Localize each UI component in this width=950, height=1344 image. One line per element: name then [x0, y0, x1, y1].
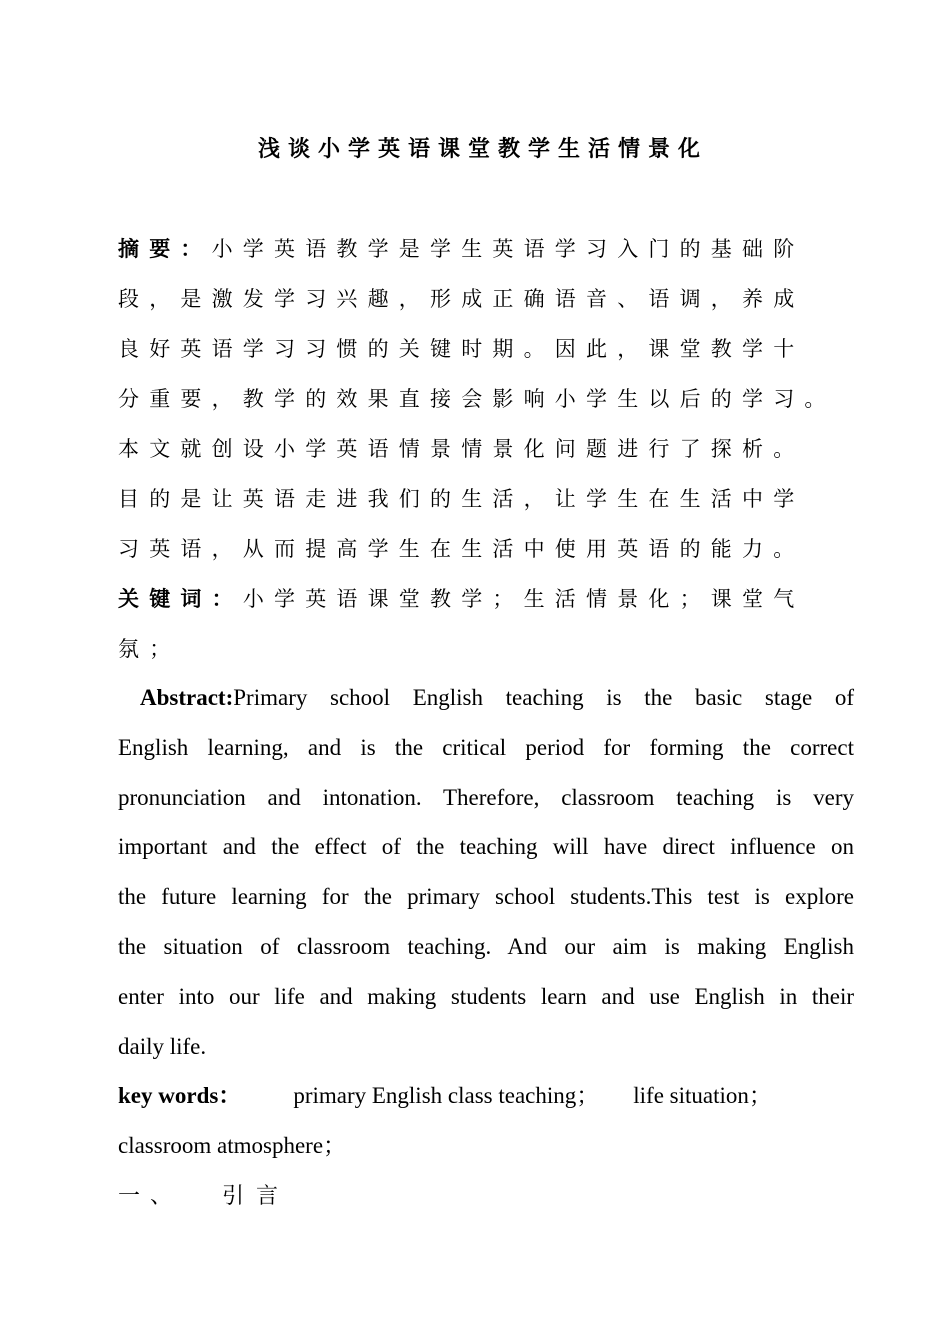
abstract-en-line: English learning, and is the critical period for forming the correct [118, 734, 854, 760]
keywords-cn-line [118, 574, 836, 624]
section-heading [118, 1172, 290, 1222]
abstract-cn-line: 本文就创设小学英语情景情景化问题进行了探析。 [118, 437, 805, 461]
keywords-cn-text: 小学英语课堂教学；生活情景化；课堂气 [242, 587, 805, 611]
abstract-cn [118, 224, 836, 674]
abstract-cn-line: 目的是让英语走进我们的生活，让学生在生活中学 [118, 487, 805, 511]
abstract-cn-line: 良好英语学习习惯的关键时期。因此，课堂教学十 [118, 337, 805, 361]
keywords-en-line [118, 1071, 772, 1121]
abstract-en-line: pronunciation and intonation. Therefore, classroom teaching is very [118, 784, 854, 810]
abstract-en-text: Primary school English teaching is the basic stage of [233, 685, 854, 710]
abstract-cn-text: 小学英语教学是学生英语学习入门的基础阶 [211, 237, 805, 261]
section-title: 引言 [222, 1184, 291, 1209]
abstract-en-line: daily life. [118, 1033, 207, 1059]
paper-title: 浅谈小学英语课堂教学生活情景化 [257, 137, 708, 162]
abstract-en-line: enter into our life and making students learn and use English in their [118, 983, 854, 1009]
abstract-cn-line: 分重要，教学的效果直接会影响小学生以后的学习。 [118, 387, 836, 411]
abstract-en-label: Abstract: [140, 685, 234, 710]
section-number: 一、 [118, 1184, 183, 1209]
keywords-en-item: life situation； [633, 1083, 772, 1108]
abstract-en-line: important and the effect of the teaching will have direct influence on [118, 834, 854, 860]
abstract-en-line [118, 673, 854, 723]
abstract-cn-label: 摘要： [118, 237, 212, 261]
keywords-en-label: key words： [118, 1083, 242, 1108]
abstract-cn-line: 习英语，从而提高学生在生活中使用英语的能力。 [118, 537, 805, 561]
abstract-en-line: the future learning for the primary school students.This test is explore [118, 884, 854, 910]
keywords-cn-line: 氛； [118, 637, 181, 661]
keywords-cn-label: 关键词： [118, 587, 243, 611]
abstract-en-line: the situation of classroom teaching. And our aim is making English [118, 933, 854, 959]
keywords-en-item: primary English class teaching； [293, 1083, 600, 1108]
keywords-en-line: classroom atmosphere； [118, 1133, 347, 1158]
abstract-cn-line [118, 224, 836, 274]
abstract-cn-line: 段，是激发学习兴趣，形成正确语音、语调，养成 [118, 287, 805, 311]
abstract-en [118, 673, 854, 1071]
